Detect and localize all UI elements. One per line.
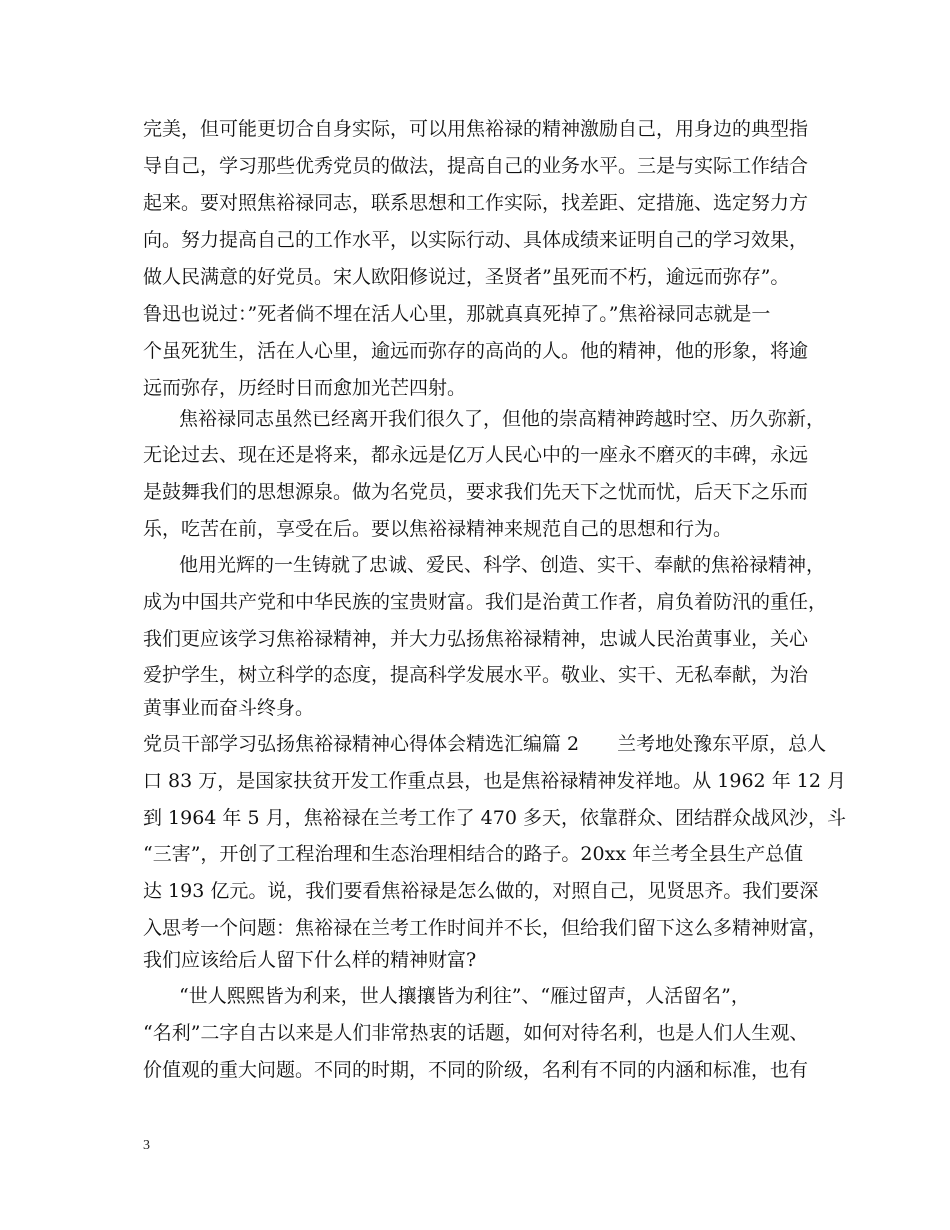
text-line: 我们应该给后人留下什么样的精神财富? [143, 949, 477, 971]
text-line: 我们更应该学习焦裕禄精神，并大力弘扬焦裕禄精神，忠诚人民治黄事业，关心 [143, 628, 809, 650]
text-line: 向。努力提高自己的工作水平，以实际行动、具体成绩来证明自己的学习效果， [143, 229, 809, 251]
text-line: 个虽死犹生，活在人心里，逾远而弥存的高尚的人。他的精神，他的形象，将逾 [143, 340, 809, 362]
text-line: 乐，吃苦在前，享受在后。要以焦裕禄精神来规范自己的思想和行为。 [143, 518, 733, 540]
text-line: 价值观的重大问题。不同的时期，不同的阶级，名利有不同的内涵和标准，也有 [143, 1059, 809, 1081]
paragraph-first-line: 焦裕禄同志虽然已经离开我们很久了，但他的崇高精神跨越时空、历久弥新， [179, 408, 826, 430]
text-line: 无论过去、现在还是将来，都永远是亿万人民心中的一座永不磨灭的丰碑，永远 [143, 444, 809, 466]
text-line: 入思考一个问题：焦裕禄在兰考工作时间并不长，但给我们留下这么多精神财富， [143, 917, 828, 939]
text-line: 口 83 万，是国家扶贫开发工作重点县，也是焦裕禄精神发祥地。从 1962 年 12 月 [143, 770, 846, 792]
page-number: 3 [143, 1138, 150, 1153]
text-line: 是鼓舞我们的思想源泉。做为名党员，要求我们先天下之忧而忧，后天下之乐而 [143, 481, 809, 503]
text-line: 成为中国共产党和中华民族的宝贵财富。我们是治黄工作者，肩负着防汛的重任， [143, 591, 828, 613]
text-line: 鲁迅也说过：”死者倘不埋在活人心里，那就真真死掉了。”焦裕禄同志就是一 [143, 303, 771, 325]
text-line: 做人民满意的好党员。宋人欧阳修说过，圣贤者”虽死而不朽，逾远而弥存”。 [143, 266, 790, 288]
text-line: 起来。要对照焦裕禄同志，联系思想和工作实际，找差距、定措施、选定努力方 [143, 192, 809, 214]
text-line: 完美，但可能更切合自身实际，可以用焦裕禄的精神激励自己，用身边的典型指 [143, 118, 809, 140]
paragraph-first-line: 他用光辉的一生铸就了忠诚、爱民、科学、创造、实干、奉献的焦裕禄精神， [179, 554, 826, 576]
text-line: 导自己，学习那些优秀党员的做法，提高自己的业务水平。三是与实际工作结合 [143, 155, 809, 177]
text-line: 黄事业而奋斗终身。 [143, 697, 315, 719]
text-line: “名利”二字自古以来是人们非常热衷的话题，如何对待名利，也是人们人生观、 [143, 1022, 809, 1044]
text-line: 远而弥存，历经时日而愈加光芒四射。 [143, 377, 467, 399]
text-line: 爱护学生，树立科学的态度，提高科学发展水平。敬业、实干、无私奉献，为治 [143, 664, 809, 686]
paragraph-first-line: “世人熙熙皆为利来，世人攘攘皆为利往”、“雁过留声，人活留名”， [179, 985, 750, 1007]
text-line: “三害”，开创了工程治理和生态治理相结合的路子。20xx 年兰考全县生产总值 [143, 843, 804, 865]
text-line: 到 1964 年 5 月，焦裕禄在兰考工作了 470 多天，依靠群众、团结群众战风沙，斗 [143, 807, 846, 829]
section-heading-line: 党员干部学习弘扬焦裕禄精神心得体会精选汇编篇 2 兰考地处豫东平原，总人 [143, 733, 827, 755]
text-line: 达 193 亿元。说，我们要看焦裕禄是怎么做的，对照自己，见贤思齐。我们要深 [143, 880, 819, 902]
